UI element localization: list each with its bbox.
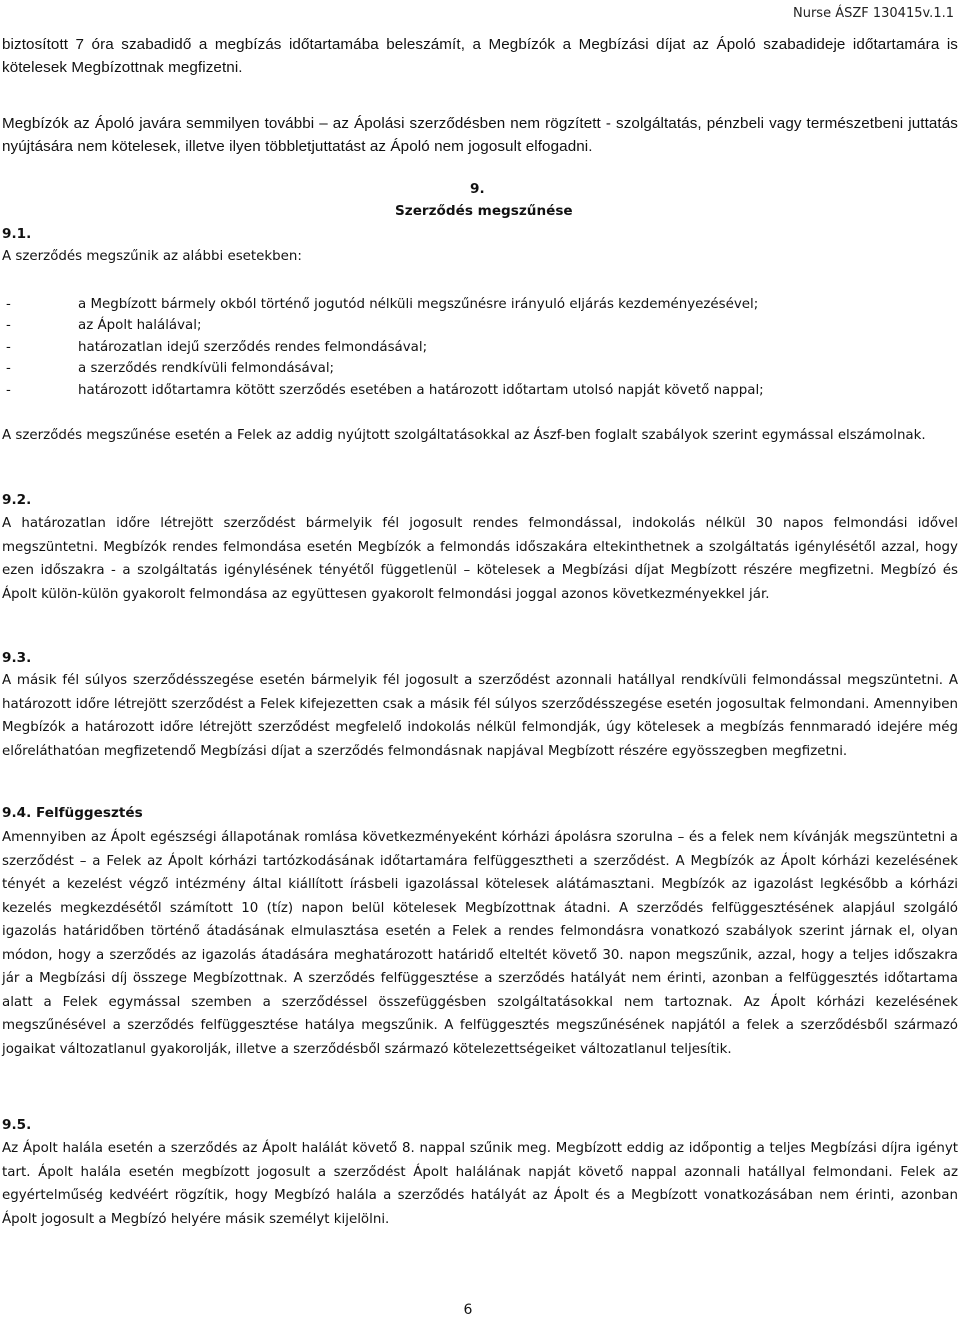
list-item-text: a Megbízott bármely okból történő jogutód nélküli megszűnésre irányuló eljárás kezdeményezésével;	[78, 297, 759, 312]
section-9-number: 9.	[470, 181, 485, 197]
paragraph-no-extra-benefits: Megbízók az Ápoló javára semmilyen további – az Ápolási szerződésben nem rögzített - szolgáltatás, pénzbeli vagy természetbeni juttatás nyújtására nem kötelesek, illetve ilyen többletjuttatást az Ápoló nem jogosult elfogadni.	[2, 115, 958, 155]
list-item-text: az Ápolt halálával;	[78, 318, 202, 333]
section-9-5-number: 9.5.	[2, 1117, 32, 1133]
section-9-2-number: 9.2.	[2, 492, 32, 508]
section-9-1-intro: A szerződés megszűnik az alábbi esetekben:	[2, 249, 302, 264]
paragraph-leave-time: biztosított 7 óra szabadidő a megbízás időtartamába beleszámít, a Megbízók a Megbízási díjat az Ápoló szabadideje időtartamára is kötelesek Megbízottnak megfizetni.	[2, 36, 958, 76]
section-9-1-number: 9.1.	[2, 226, 32, 242]
list-dash: -	[6, 383, 11, 398]
section-9-2-text: A határozatlan időre létrejött szerződést bármelyik fél jogosult rendes felmondással, indokolás nélkül 30 napos felmondási idővel megszüntetni. Megbízók rendes felmondása esetén Megbízók a felmondás időszakára eltekinthetnek a szolgáltatás igénylésétől azzal, hogy ezen időszakra - a szolgáltatás igénylésének tényétől függetlenül – kötelesek a Megbízási díjat Megbízott részére megfizetni. Megbízó és Ápolt külön-külön gyakorolt felmondása az együttesen gyakorolt felmondási joggal azonos következményekkel jár.	[2, 516, 958, 602]
section-9-title: Szerződés megszűnése	[395, 203, 573, 219]
list-item	[6, 337, 427, 358]
section-9-4-title: Felfüggesztés	[35, 805, 143, 821]
list-dash: -	[6, 297, 11, 312]
page-number: 6	[463, 1302, 473, 1318]
list-dash: -	[6, 340, 11, 355]
section-9-4-text: Amennyiben az Ápolt egészségi állapotának romlása következményeként kórházi ápolásra szorulna – és a felek nem kívánják megszüntetni a szerződést – a Felek az Ápolt kórházi tartózkodásának időtartamára felfüggesztheti a szerződést. A Megbízók az Ápolt kórházi kezelésének tényét a kezelést végző intézmény által kiállított írásbeli igazolással kötelesek alátámasztani. Megbízók az igazolást legkésőbb a kórházi kezelés megkezdésétől számított 10 (tíz) napon belül kötelesek Megbízottnak átadni. A szerződés felfüggesztésének alapjául szolgáló igazolás határidőben történő átadásának elmulasztása esetén a Felek a rendes felmondásra vonatkozó szabályok szerint járnak el, olyan módon, hogy a szerződés az igazolás átadására meghatározott határidő elteltét követő 30. napon megszűnik, azzal, hogy a teljes időszakra jár a Megbízási díj összege Megbízottnak. A szerződés felfüggesztése a szerződés hatályát nem érinti, azonban a felfüggesztés időtartama alatt a Felek egymással szemben a szerződéssel összefüggésben szolgáltatásokkal nem tartoznak. Az Ápolt kórházi kezelésének megszűnésével a szerződés felfüggesztése hatálya megszűnik. A felfüggesztés megszűnésének napjától a felek a szerződésből származó jogaikat változatlanul gyakorolják, illetve a szerződésből származó kötelezettségeiket változatlanul teljesítik.	[2, 830, 958, 1057]
document-reference: Nurse ÁSZF 130415v.1.1	[793, 6, 954, 21]
list-item	[6, 358, 334, 379]
section-9-3-text: A másik fél súlyos szerződésszegése esetén bármelyik fél jogosult a szerződést azonnali hatállyal rendkívüli felmondással megszüntetni. A határozott időre létrejött szerződést a Felek kifejezetten csak a másik fél súlyos szerződésszegése esetén jogosultak felmondani. Amennyiben Megbízók a határozott időre létrejött szerződést megfelelő indokolás nélkül felmondják, úgy kötelesek a megbízás fennmaradó idejére még előreláthatóan megfizetendő Megbízási díjat a szerződés felmondásnak napjával Megbízott részére egyösszegben megfizetni.	[2, 673, 958, 759]
section-9-3-number: 9.3.	[2, 650, 32, 666]
list-item-text: a szerződés rendkívüli felmondásával;	[78, 361, 335, 376]
section-9-4-heading	[2, 805, 143, 821]
section-9-4-number: 9.4.	[2, 805, 32, 821]
section-9-1-settlement: A szerződés megszűnése esetén a Felek az addig nyújtott szolgáltatásokkal az Ászf-ben foglalt szabályok szerint egymással elszámolnak.	[2, 428, 926, 443]
section-9-5-text: Az Ápolt halála esetén a szerződés az Ápolt halálát követő 8. nappal szűnik meg. Megbízott eddig az időpontig a teljes Megbízási díjra igényt tart. Ápolt halála esetén megbízott jogosult a szerződést Ápolt halálának napját követő nappal azonnali hatállyal felmondani. Felek az egyértelműség kedvéért rögzítik, hogy Megbízó halála a szerződés hatályát az Ápolt és a Megbízott vonatkozásában nem érinti, azonban Ápolt jogosult a Megbízó helyére másik személyt kijelölni.	[2, 1141, 958, 1227]
list-item-text: határozott időtartamra kötött szerződés esetében a határozott időtartam utolsó napját követő nappal;	[78, 383, 764, 398]
list-dash: -	[6, 318, 11, 333]
list-item	[6, 380, 764, 401]
list-dash: -	[6, 361, 11, 376]
list-item	[6, 294, 758, 315]
list-item	[6, 315, 201, 336]
list-item-text: határozatlan idejű szerződés rendes felmondásával;	[78, 340, 428, 355]
